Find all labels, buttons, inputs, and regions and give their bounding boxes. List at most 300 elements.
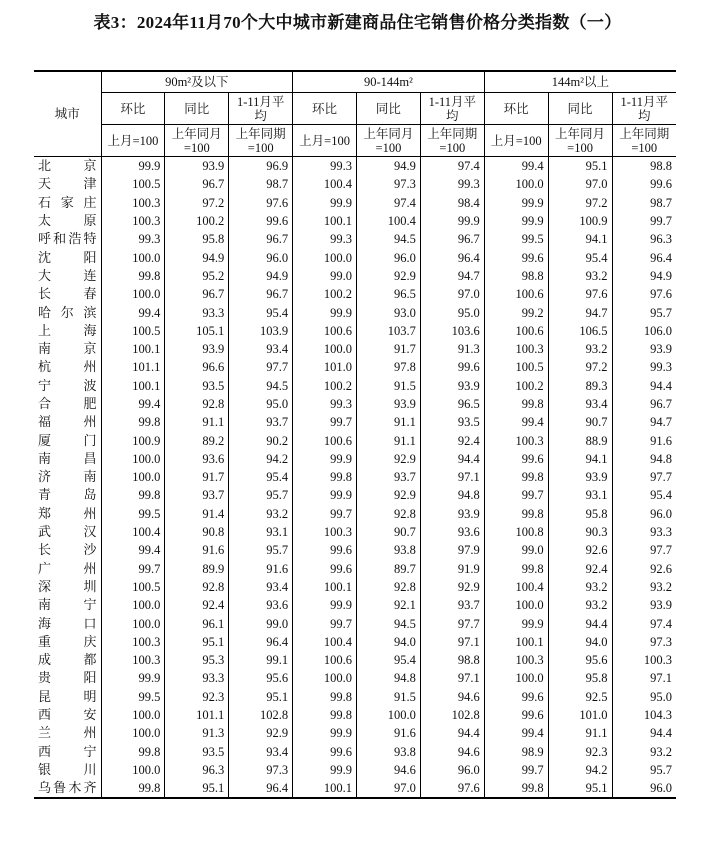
price-index-table [34,70,676,799]
index-value: 99.5 [101,688,165,706]
city-name: 兰州 [34,724,101,742]
index-value: 89.3 [548,377,612,395]
table-row [34,541,676,559]
table-row [34,688,676,706]
comparison-header: 1-11月平均 [420,93,484,125]
index-value: 97.2 [548,358,612,376]
index-value: 97.0 [357,779,421,798]
index-value: 90.3 [548,523,612,541]
table-row [34,706,676,724]
index-value: 97.6 [229,194,293,212]
table-row [34,230,676,248]
index-value: 101.0 [293,358,357,376]
page-title: 表3：2024年11月70个大中城市新建商品住宅销售价格分类指数（一） [93,13,622,32]
index-value: 93.7 [420,596,484,614]
index-value: 100.0 [101,706,165,724]
index-value: 99.9 [101,157,165,176]
city-name: 海口 [34,614,101,632]
table-row [34,322,676,340]
index-value: 96.1 [165,614,229,632]
index-value: 98.4 [420,194,484,212]
index-value: 99.8 [293,706,357,724]
index-value: 93.3 [612,523,676,541]
index-value: 100.2 [293,285,357,303]
comparison-header: 环比 [484,93,548,125]
index-value: 96.0 [612,505,676,523]
index-value: 96.5 [420,395,484,413]
index-value: 91.6 [229,560,293,578]
index-value: 92.3 [165,688,229,706]
index-value: 99.1 [229,651,293,669]
index-value: 100.1 [484,633,548,651]
index-value: 103.7 [357,322,421,340]
index-value: 99.5 [101,505,165,523]
city-name: 合肥 [34,395,101,413]
index-value: 91.1 [357,431,421,449]
size-group-header: 144m²以上 [484,71,676,93]
index-value: 93.9 [420,377,484,395]
index-value: 101.1 [165,706,229,724]
index-value: 99.7 [484,761,548,779]
index-value: 99.6 [293,541,357,559]
base-period-header: 上月=100 [484,125,548,157]
table-row [34,175,676,193]
index-value: 100.1 [293,578,357,596]
city-name: 厦门 [34,431,101,449]
index-value: 97.2 [165,194,229,212]
index-value: 99.6 [612,175,676,193]
index-value: 100.2 [293,377,357,395]
index-value: 97.4 [612,614,676,632]
index-value: 92.9 [357,267,421,285]
city-name: 太原 [34,212,101,230]
index-value: 100.3 [101,194,165,212]
index-value: 99.7 [612,212,676,230]
index-value: 94.6 [420,743,484,761]
index-value: 99.9 [293,596,357,614]
index-value: 91.7 [165,468,229,486]
index-value: 93.2 [229,505,293,523]
index-value: 98.9 [484,743,548,761]
index-value: 97.6 [420,779,484,798]
index-value: 95.0 [229,395,293,413]
city-name: 沈阳 [34,248,101,266]
index-value: 94.9 [357,157,421,176]
index-value: 106.5 [548,322,612,340]
index-value: 91.7 [357,340,421,358]
index-value: 92.1 [357,596,421,614]
index-value: 96.7 [229,230,293,248]
index-value: 100.3 [101,633,165,651]
index-value: 93.4 [229,743,293,761]
index-value: 99.6 [484,688,548,706]
index-value: 93.1 [548,486,612,504]
city-name: 西宁 [34,743,101,761]
index-value: 93.8 [357,541,421,559]
index-value: 91.1 [357,413,421,431]
index-value: 93.7 [229,413,293,431]
index-value: 99.4 [484,413,548,431]
index-value: 102.8 [229,706,293,724]
index-value: 93.9 [612,596,676,614]
index-value: 96.0 [612,779,676,798]
index-value: 94.4 [612,377,676,395]
index-value: 95.8 [548,669,612,687]
index-value: 93.3 [165,669,229,687]
city-name: 长春 [34,285,101,303]
index-value: 91.1 [548,724,612,742]
index-value: 100.3 [101,651,165,669]
index-value: 93.8 [357,743,421,761]
index-value: 100.5 [484,358,548,376]
table-row [34,651,676,669]
index-value: 98.8 [484,267,548,285]
index-value: 91.4 [165,505,229,523]
index-value: 98.8 [612,157,676,176]
index-value: 96.3 [165,761,229,779]
index-value: 95.1 [165,633,229,651]
city-name: 宁波 [34,377,101,395]
index-value: 97.3 [229,761,293,779]
comparison-header: 同比 [548,93,612,125]
base-period-header: 上月=100 [293,125,357,157]
index-value: 94.0 [357,633,421,651]
index-value: 99.8 [293,688,357,706]
city-name: 石家庄 [34,194,101,212]
index-value: 99.9 [293,724,357,742]
index-value: 90.7 [548,413,612,431]
index-value: 99.6 [420,358,484,376]
comparison-header: 环比 [293,93,357,125]
index-value: 94.7 [420,267,484,285]
index-value: 97.6 [548,285,612,303]
index-value: 97.8 [357,358,421,376]
city-name: 贵阳 [34,669,101,687]
index-value: 92.6 [548,541,612,559]
index-value: 99.8 [484,468,548,486]
index-value: 102.8 [420,706,484,724]
index-value: 91.5 [357,688,421,706]
index-value: 93.6 [229,596,293,614]
index-value: 94.5 [229,377,293,395]
index-value: 100.5 [101,322,165,340]
index-value: 100.4 [484,578,548,596]
base-period-header: 上年同期=100 [612,125,676,157]
index-value: 99.9 [293,194,357,212]
index-value: 96.6 [165,358,229,376]
index-value: 95.7 [229,486,293,504]
index-value: 100.1 [101,340,165,358]
index-value: 97.1 [420,468,484,486]
index-value: 100.6 [293,651,357,669]
city-name: 福州 [34,413,101,431]
index-value: 94.7 [612,413,676,431]
table-row [34,669,676,687]
index-value: 100.0 [357,706,421,724]
index-value: 93.5 [165,743,229,761]
index-value: 95.3 [165,651,229,669]
comparison-header: 环比 [101,93,165,125]
index-value: 99.9 [293,486,357,504]
index-value: 99.3 [420,175,484,193]
index-value: 94.6 [420,688,484,706]
index-value: 100.0 [293,669,357,687]
index-value: 97.1 [420,633,484,651]
index-value: 92.8 [357,505,421,523]
table-row [34,248,676,266]
index-value: 97.3 [612,633,676,651]
index-value: 99.8 [484,779,548,798]
index-value: 100.0 [484,175,548,193]
city-name: 南京 [34,340,101,358]
index-value: 93.9 [548,468,612,486]
index-value: 95.8 [548,505,612,523]
index-value: 95.1 [229,688,293,706]
city-name: 天津 [34,175,101,193]
city-name: 杭州 [34,358,101,376]
index-value: 100.5 [101,175,165,193]
index-value: 95.1 [548,779,612,798]
index-value: 92.9 [357,450,421,468]
city-name: 济南 [34,468,101,486]
index-value: 100.0 [101,596,165,614]
index-value: 100.0 [101,614,165,632]
city-name: 重庆 [34,633,101,651]
index-value: 99.8 [484,560,548,578]
table-row [34,194,676,212]
index-value: 99.8 [484,505,548,523]
table-row [34,505,676,523]
index-value: 97.0 [548,175,612,193]
index-value: 99.9 [293,761,357,779]
index-value: 94.1 [548,450,612,468]
index-value: 94.8 [357,669,421,687]
index-value: 94.9 [612,267,676,285]
index-value: 95.4 [612,486,676,504]
base-period-header: 上年同月=100 [357,125,421,157]
index-value: 101.0 [548,706,612,724]
index-value: 92.6 [612,560,676,578]
index-value: 88.9 [548,431,612,449]
index-value: 100.6 [484,322,548,340]
index-value: 97.6 [612,285,676,303]
city-name: 武汉 [34,523,101,541]
index-value: 99.3 [293,395,357,413]
index-value: 100.6 [293,322,357,340]
index-value: 106.0 [612,322,676,340]
city-name: 大连 [34,267,101,285]
index-value: 95.8 [165,230,229,248]
index-value: 99.3 [101,230,165,248]
index-value: 100.5 [101,578,165,596]
index-value: 96.7 [165,285,229,303]
index-value: 91.6 [612,431,676,449]
index-value: 94.1 [548,230,612,248]
index-value: 97.7 [612,468,676,486]
base-period-header: 上年同月=100 [165,125,229,157]
index-value: 99.8 [293,468,357,486]
index-value: 99.9 [293,450,357,468]
index-value: 91.1 [165,413,229,431]
index-value: 92.9 [229,724,293,742]
index-value: 91.3 [420,340,484,358]
index-value: 95.4 [357,651,421,669]
index-value: 99.8 [101,413,165,431]
index-value: 97.1 [420,669,484,687]
index-value: 99.9 [293,303,357,321]
index-value: 94.4 [612,724,676,742]
index-value: 99.3 [293,230,357,248]
index-value: 92.4 [420,431,484,449]
city-name: 青岛 [34,486,101,504]
index-value: 89.2 [165,431,229,449]
city-name: 银川 [34,761,101,779]
index-value: 93.2 [548,578,612,596]
index-value: 95.4 [229,468,293,486]
index-value: 99.5 [484,230,548,248]
index-value: 92.9 [420,578,484,596]
index-value: 93.9 [165,340,229,358]
index-value: 95.2 [165,267,229,285]
index-value: 92.5 [548,688,612,706]
index-value: 99.4 [101,303,165,321]
comparison-header: 1-11月平均 [229,93,293,125]
city-name: 北京 [34,157,101,176]
index-value: 94.8 [420,486,484,504]
table-row [34,761,676,779]
table-row [34,596,676,614]
index-value: 99.6 [293,743,357,761]
index-value: 93.5 [420,413,484,431]
city-name: 南昌 [34,450,101,468]
index-value: 99.7 [101,560,165,578]
index-value: 99.4 [484,157,548,176]
index-value: 96.5 [357,285,421,303]
index-value: 94.0 [548,633,612,651]
index-value: 95.0 [420,303,484,321]
index-value: 99.6 [484,248,548,266]
index-value: 99.0 [484,541,548,559]
index-value: 94.2 [548,761,612,779]
index-value: 97.7 [420,614,484,632]
table-body [34,157,676,799]
index-value: 94.6 [357,761,421,779]
index-value: 100.3 [484,651,548,669]
index-value: 96.4 [420,248,484,266]
index-value: 100.1 [293,212,357,230]
index-value: 99.8 [484,395,548,413]
table-row [34,303,676,321]
index-value: 95.7 [612,761,676,779]
index-value: 96.0 [229,248,293,266]
index-value: 97.2 [548,194,612,212]
index-value: 95.1 [165,779,229,798]
index-value: 100.0 [101,248,165,266]
index-value: 100.3 [484,431,548,449]
index-value: 94.2 [229,450,293,468]
index-value: 100.1 [293,779,357,798]
city-name: 呼和浩特 [34,230,101,248]
index-value: 95.4 [229,303,293,321]
index-value: 98.7 [612,194,676,212]
index-value: 99.6 [293,560,357,578]
table-row [34,413,676,431]
index-value: 100.0 [484,669,548,687]
table-row [34,724,676,742]
index-value: 97.4 [420,157,484,176]
index-value: 99.4 [101,541,165,559]
index-value: 97.7 [612,541,676,559]
index-value: 93.9 [612,340,676,358]
index-value: 95.6 [229,669,293,687]
index-value: 92.4 [165,596,229,614]
index-value: 96.4 [229,633,293,651]
index-value: 99.9 [101,669,165,687]
city-name: 乌鲁木齐 [34,779,101,798]
index-value: 99.0 [229,614,293,632]
index-value: 93.1 [229,523,293,541]
index-value: 96.9 [229,157,293,176]
index-value: 93.5 [165,377,229,395]
index-value: 93.4 [548,395,612,413]
index-value: 100.0 [293,340,357,358]
size-group-header: 90m²及以下 [101,71,293,93]
index-value: 93.7 [165,486,229,504]
index-value: 99.0 [293,267,357,285]
index-value: 97.0 [420,285,484,303]
index-value: 96.7 [165,175,229,193]
index-value: 91.3 [165,724,229,742]
table-row [34,395,676,413]
city-column-header: 城市 [34,71,101,157]
table-row [34,377,676,395]
index-value: 97.3 [357,175,421,193]
table-row [34,578,676,596]
table-row [34,614,676,632]
index-value: 93.2 [612,578,676,596]
index-value: 93.6 [420,523,484,541]
table-row [34,212,676,230]
index-value: 99.9 [420,212,484,230]
index-value: 100.4 [357,212,421,230]
index-value: 99.9 [484,212,548,230]
size-group-header: 90-144m² [293,71,485,93]
table-row [34,340,676,358]
table-row [34,450,676,468]
index-value: 100.3 [293,523,357,541]
index-value: 100.3 [612,651,676,669]
index-value: 93.2 [548,340,612,358]
index-value: 100.9 [101,431,165,449]
table-row [34,285,676,303]
comparison-header: 1-11月平均 [612,93,676,125]
index-value: 91.9 [420,560,484,578]
index-value: 94.4 [420,724,484,742]
index-value: 92.3 [548,743,612,761]
table-header [34,71,676,157]
index-value: 97.1 [612,669,676,687]
base-period-header: 上年同期=100 [229,125,293,157]
index-value: 95.0 [612,688,676,706]
index-value: 91.5 [357,377,421,395]
index-value: 95.7 [229,541,293,559]
index-value: 99.4 [484,724,548,742]
index-value: 91.6 [165,541,229,559]
index-value: 90.7 [357,523,421,541]
comparison-header: 同比 [357,93,421,125]
city-name: 深圳 [34,578,101,596]
table-row [34,431,676,449]
